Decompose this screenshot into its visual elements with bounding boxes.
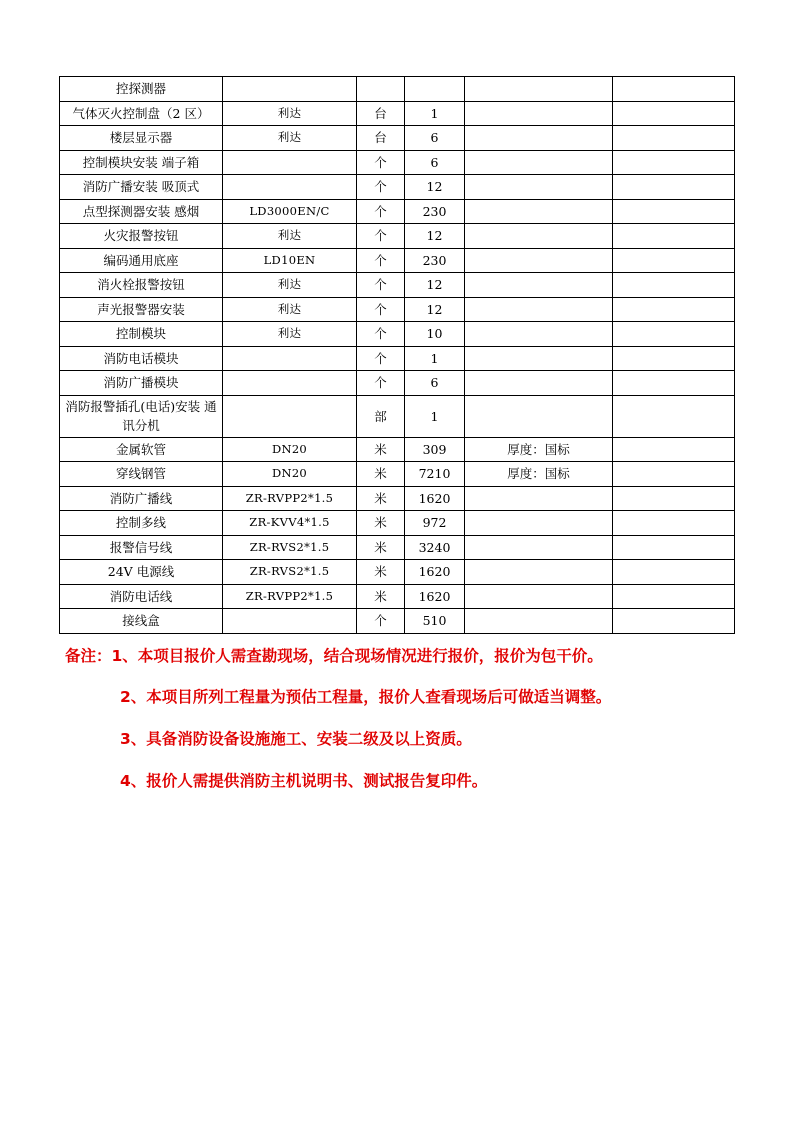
table-row <box>60 346 735 371</box>
model-cell: ZR-KVV4*1.5 <box>223 511 357 536</box>
table-row <box>60 437 735 462</box>
remark-cell <box>465 395 613 437</box>
extra-cell <box>613 511 735 536</box>
model-cell: 利达 <box>223 101 357 126</box>
table-row <box>60 248 735 273</box>
extra-cell <box>613 224 735 249</box>
model-cell <box>223 395 357 437</box>
quantity-table-body <box>60 77 735 634</box>
extra-cell <box>613 609 735 634</box>
remark-cell <box>465 371 613 396</box>
table-row <box>60 371 735 396</box>
model-cell: ZR-RVPP2*1.5 <box>223 486 357 511</box>
table-row <box>60 462 735 487</box>
quantity-cell <box>405 77 465 102</box>
extra-cell <box>613 101 735 126</box>
unit-cell: 台 <box>357 126 405 151</box>
unit-cell: 米 <box>357 486 405 511</box>
item-name-cell: 消防广播安装 吸顶式 <box>60 175 223 200</box>
table-row <box>60 322 735 347</box>
item-name-cell: 控制模块 <box>60 322 223 347</box>
quantity-cell: 1620 <box>405 560 465 585</box>
remark-cell <box>465 273 613 298</box>
table-row <box>60 175 735 200</box>
item-name-cell: 消防报警插孔(电话)安装 通讯分机 <box>60 395 223 437</box>
unit-cell: 个 <box>357 371 405 396</box>
model-cell: DN20 <box>223 462 357 487</box>
model-cell: 利达 <box>223 322 357 347</box>
table-row <box>60 126 735 151</box>
unit-cell: 个 <box>357 297 405 322</box>
quantity-cell: 230 <box>405 248 465 273</box>
extra-cell <box>613 322 735 347</box>
model-cell: 利达 <box>223 273 357 298</box>
unit-cell: 米 <box>357 437 405 462</box>
remark-cell <box>465 175 613 200</box>
remark-cell <box>465 535 613 560</box>
remark-cell <box>465 297 613 322</box>
quantity-cell: 1620 <box>405 584 465 609</box>
model-cell <box>223 371 357 396</box>
extra-cell <box>613 346 735 371</box>
unit-cell: 个 <box>357 150 405 175</box>
item-name-cell: 控制模块安装 端子箱 <box>60 150 223 175</box>
unit-cell: 部 <box>357 395 405 437</box>
quantity-cell: 230 <box>405 199 465 224</box>
extra-cell <box>613 150 735 175</box>
remark-cell: 厚度：国标 <box>465 437 613 462</box>
quantity-cell: 6 <box>405 126 465 151</box>
quantity-cell: 1 <box>405 346 465 371</box>
quantity-cell: 1 <box>405 101 465 126</box>
model-cell: ZR-RVS2*1.5 <box>223 560 357 585</box>
extra-cell <box>613 199 735 224</box>
model-cell: LD10EN <box>223 248 357 273</box>
note-line-4: 4、报价人需提供消防主机说明书、测试报告复印件。 <box>120 772 488 790</box>
table-row <box>60 297 735 322</box>
table-row <box>60 224 735 249</box>
table-row <box>60 511 735 536</box>
model-cell: 利达 <box>223 297 357 322</box>
extra-cell <box>613 462 735 487</box>
extra-cell <box>613 77 735 102</box>
item-name-cell: 消火栓报警按钮 <box>60 273 223 298</box>
note-line-3: 3、具备消防设备设施施工、安装二级及以上资质。 <box>120 730 472 748</box>
quantity-cell: 6 <box>405 371 465 396</box>
item-name-cell: 报警信号线 <box>60 535 223 560</box>
quantity-cell: 12 <box>405 175 465 200</box>
unit-cell: 米 <box>357 511 405 536</box>
table-row <box>60 150 735 175</box>
item-name-cell: 楼层显示器 <box>60 126 223 151</box>
model-cell <box>223 346 357 371</box>
item-name-cell: 编码通用底座 <box>60 248 223 273</box>
extra-cell <box>613 535 735 560</box>
model-cell: ZR-RVS2*1.5 <box>223 535 357 560</box>
table-row <box>60 584 735 609</box>
item-name-cell: 消防广播线 <box>60 486 223 511</box>
quantity-cell: 1620 <box>405 486 465 511</box>
unit-cell: 个 <box>357 224 405 249</box>
unit-cell <box>357 77 405 102</box>
remark-cell <box>465 224 613 249</box>
remark-cell <box>465 199 613 224</box>
item-name-cell: 24V 电源线 <box>60 560 223 585</box>
model-cell: LD3000EN/C <box>223 199 357 224</box>
remark-cell <box>465 511 613 536</box>
unit-cell: 个 <box>357 346 405 371</box>
remark-cell: 厚度：国标 <box>465 462 613 487</box>
model-cell <box>223 77 357 102</box>
extra-cell <box>613 175 735 200</box>
remark-cell <box>465 248 613 273</box>
item-name-cell: 穿线钢管 <box>60 462 223 487</box>
unit-cell: 米 <box>357 462 405 487</box>
table-row <box>60 560 735 585</box>
unit-cell: 个 <box>357 609 405 634</box>
quantity-cell: 10 <box>405 322 465 347</box>
table-row <box>60 535 735 560</box>
model-cell: 利达 <box>223 126 357 151</box>
unit-cell: 个 <box>357 248 405 273</box>
item-name-cell: 火灾报警按钮 <box>60 224 223 249</box>
extra-cell <box>613 395 735 437</box>
quantity-cell: 12 <box>405 297 465 322</box>
model-cell <box>223 609 357 634</box>
table-row <box>60 486 735 511</box>
unit-cell: 个 <box>357 322 405 347</box>
table-row <box>60 395 735 437</box>
item-name-cell: 声光报警器安装 <box>60 297 223 322</box>
model-cell <box>223 175 357 200</box>
remark-cell <box>465 77 613 102</box>
remark-cell <box>465 486 613 511</box>
quantity-cell: 12 <box>405 224 465 249</box>
unit-cell: 米 <box>357 560 405 585</box>
item-name-cell: 控制多线 <box>60 511 223 536</box>
remark-cell <box>465 150 613 175</box>
item-name-cell: 消防电话模块 <box>60 346 223 371</box>
unit-cell: 米 <box>357 584 405 609</box>
extra-cell <box>613 560 735 585</box>
extra-cell <box>613 297 735 322</box>
item-name-cell: 消防电话线 <box>60 584 223 609</box>
remark-cell <box>465 322 613 347</box>
quantity-cell: 3240 <box>405 535 465 560</box>
table-row <box>60 101 735 126</box>
quantity-cell: 12 <box>405 273 465 298</box>
table-row <box>60 273 735 298</box>
unit-cell: 个 <box>357 273 405 298</box>
note-line-1: 备注：1、本项目报价人需查勘现场，结合现场情况进行报价，报价为包干价。 <box>65 647 603 665</box>
quantity-cell: 6 <box>405 150 465 175</box>
quantity-cell: 309 <box>405 437 465 462</box>
unit-cell: 个 <box>357 175 405 200</box>
remark-cell <box>465 609 613 634</box>
remark-cell <box>465 126 613 151</box>
model-cell <box>223 150 357 175</box>
model-cell: 利达 <box>223 224 357 249</box>
extra-cell <box>613 126 735 151</box>
model-cell: DN20 <box>223 437 357 462</box>
extra-cell <box>613 437 735 462</box>
extra-cell <box>613 273 735 298</box>
item-name-cell: 接线盒 <box>60 609 223 634</box>
item-name-cell: 气体灭火控制盘（2 区） <box>60 101 223 126</box>
remark-cell <box>465 101 613 126</box>
unit-cell: 个 <box>357 199 405 224</box>
remark-cell <box>465 346 613 371</box>
table-row <box>60 609 735 634</box>
table-row <box>60 77 735 102</box>
remark-cell <box>465 560 613 585</box>
model-cell: ZR-RVPP2*1.5 <box>223 584 357 609</box>
unit-cell: 米 <box>357 535 405 560</box>
quantity-table <box>59 76 735 634</box>
extra-cell <box>613 486 735 511</box>
table-row <box>60 199 735 224</box>
quantity-cell: 1 <box>405 395 465 437</box>
quantity-cell: 7210 <box>405 462 465 487</box>
item-name-cell: 消防广播模块 <box>60 371 223 396</box>
quantity-cell: 510 <box>405 609 465 634</box>
item-name-cell: 点型探测器安装 感烟 <box>60 199 223 224</box>
item-name-cell: 控探测器 <box>60 77 223 102</box>
quantity-cell: 972 <box>405 511 465 536</box>
remark-cell <box>465 584 613 609</box>
note-line-2: 2、本项目所列工程量为预估工程量，报价人查看现场后可做适当调整。 <box>120 688 612 706</box>
unit-cell: 台 <box>357 101 405 126</box>
extra-cell <box>613 248 735 273</box>
extra-cell <box>613 584 735 609</box>
extra-cell <box>613 371 735 396</box>
item-name-cell: 金属软管 <box>60 437 223 462</box>
